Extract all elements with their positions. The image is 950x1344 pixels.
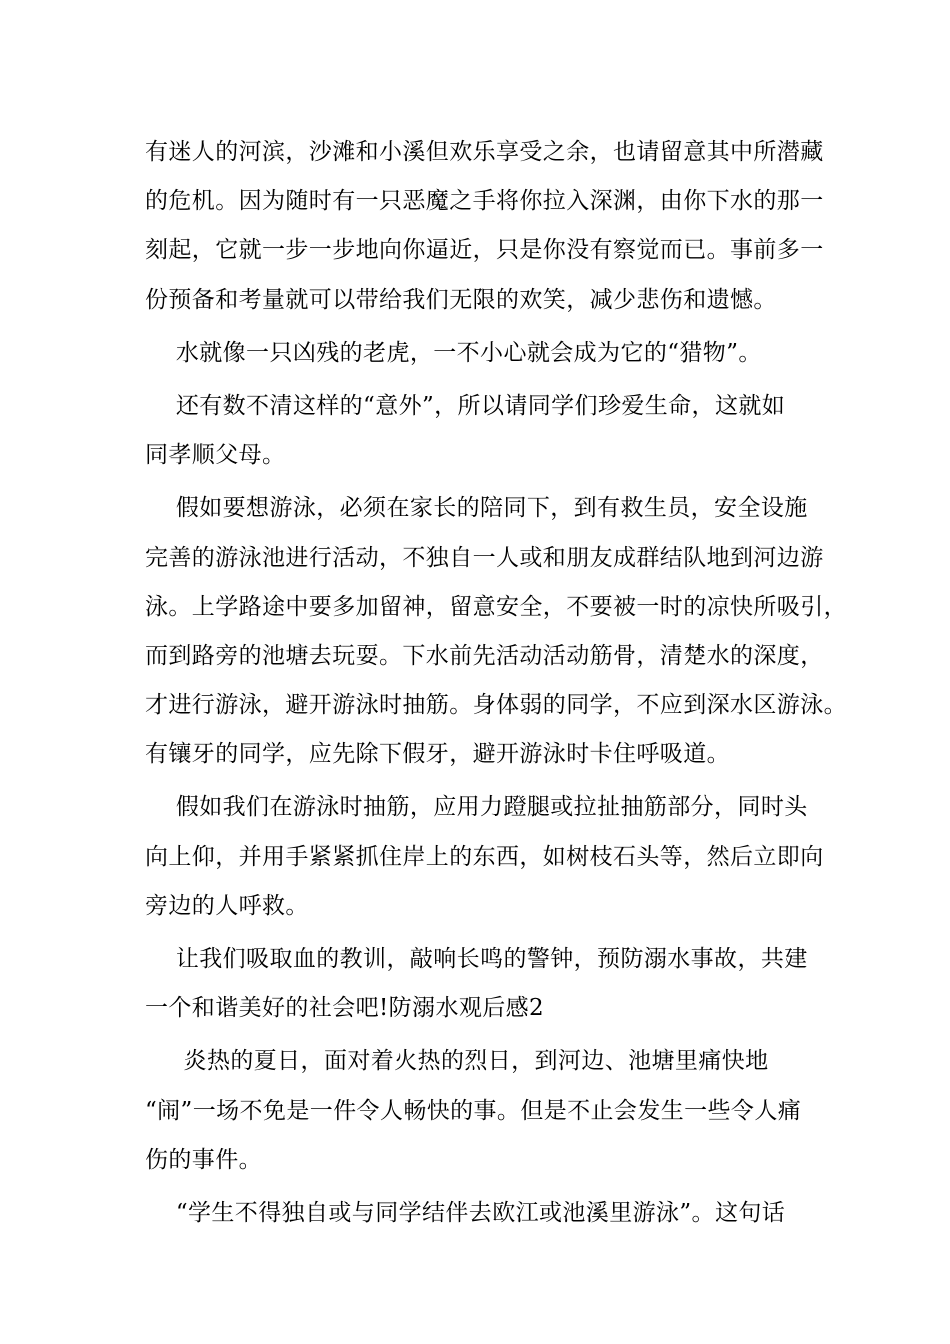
paragraph	[145, 128, 825, 325]
text-line: 炎热的夏日，面对着火热的烈日，到河边、池塘里痛快地	[145, 1048, 769, 1075]
paragraph	[145, 329, 825, 378]
text-line: 让我们吸取血的教训，敲响长鸣的警钟，预防溺水事故，共建	[145, 946, 808, 972]
text-line: 旁边的人呼救。	[145, 892, 309, 919]
text-line: 有迷人的河滨，沙滩和小溪但欢乐享受之余，也请留意其中所潜藏	[145, 139, 824, 165]
paragraph	[145, 1037, 825, 1185]
text-line: 的危机。因为随时有一只恶魔之手将你拉入深渊，由你下水的那一	[145, 188, 824, 215]
text-line: 伤的事件。	[145, 1146, 262, 1173]
text-line: 才进行游泳，避开游泳时抽筋。身体弱的同学，不应到深水区游泳。	[145, 692, 847, 719]
text-line: 而到路旁的池塘去玩耍。下水前先活动活动筋骨，清楚水的深度，	[145, 642, 824, 669]
paragraph	[145, 484, 847, 779]
text-line: 有镶牙的同学，应先除下假牙，避开游泳时卡住呼吸道。	[145, 741, 730, 768]
text-line: 假如我们在游泳时抽筋，应用力蹬腿或拉扯抽筋部分，同时头	[145, 794, 808, 821]
text-line: 假如要想游泳，必须在家长的陪同下，到有救生员，安全设施	[145, 495, 808, 522]
text-line: “闹”一场不免是一件令人畅快的事。但是不止会发生一些令人痛	[145, 1097, 802, 1124]
paragraph	[145, 935, 825, 1033]
text-line: 向上仰，并用手紧紧抓住岸上的东西，如树枝石头等，然后立即向	[145, 843, 824, 870]
paragraph	[145, 783, 825, 931]
text-line: 水就像一只凶残的老虎，一不小心就会成为它的“猎物”。	[145, 339, 762, 366]
paragraph	[145, 382, 825, 480]
text-line: 同孝顺父母。	[145, 442, 286, 469]
paragraph	[145, 1189, 825, 1238]
text-line: 还有数不清这样的“意外”，所以请同学们珍爱生命，这就如	[145, 392, 786, 419]
text-line: 刻起，它就一步一步地向你逼近，只是你没有察觉而已。事前多一	[145, 237, 824, 264]
text-line: 份预备和考量就可以带给我们无限的欢笑，减少悲伤和遗憾。	[145, 286, 777, 313]
text-line: 一个和谐美好的社会吧!防溺水观后感2	[145, 995, 545, 1022]
text-line: 完善的游泳池进行活动，不独自一人或和朋友成群结队地到河边游	[145, 544, 824, 571]
document-body	[145, 128, 847, 1238]
text-line: 泳。上学路途中要多加留神，留意安全，不要被一时的凉快所吸引，	[145, 593, 847, 620]
text-line: “学生不得独自或与同学结伴去欧江或池溪里游泳”。这句话	[145, 1199, 786, 1226]
